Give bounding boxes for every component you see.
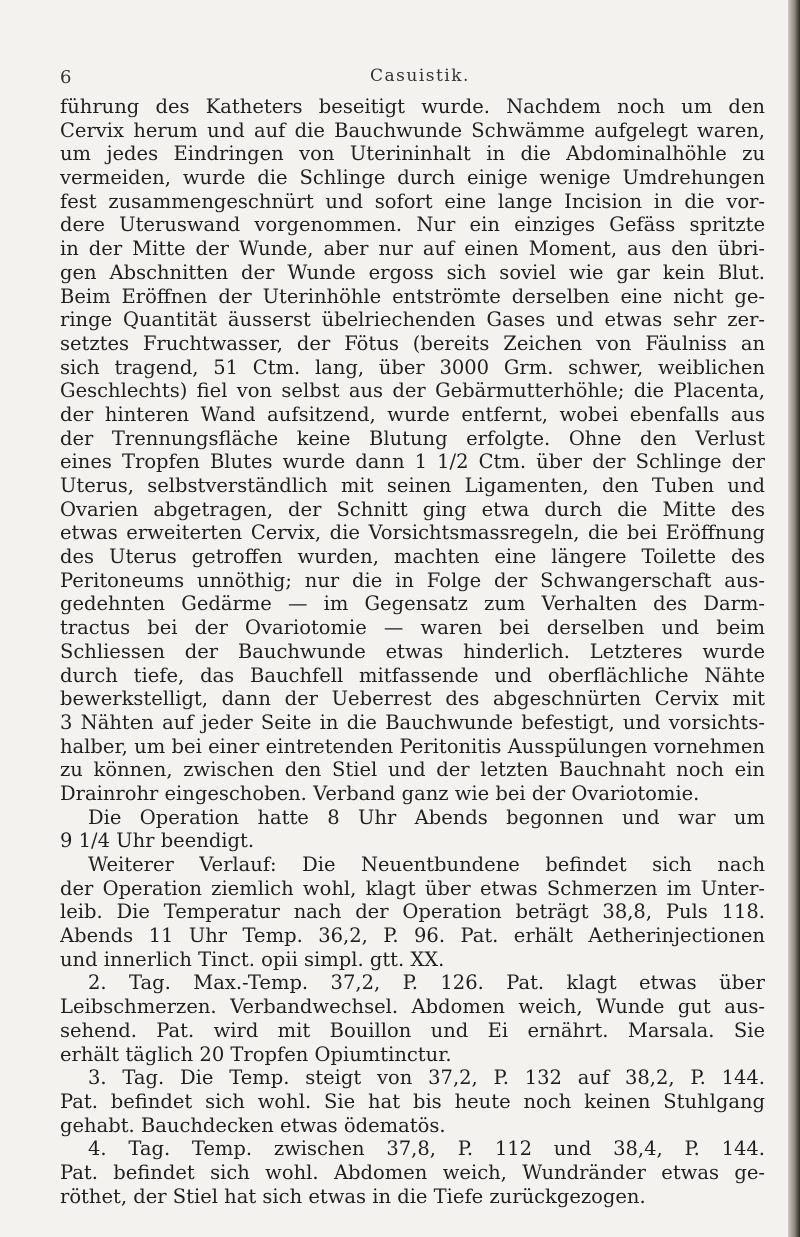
text-line: röthet, der Stiel hat sich etwas in die Tiefe zurückgezogen. [60,1184,646,1208]
text-line: halber, um bei einer eintretenden Peritonitis Ausspülungen vornehmen [60,734,765,758]
running-title: Casuistik. [370,66,470,86]
text-line: um jedes Eindringen von Uterininhalt in die Abdominalhöhle zu [60,142,765,166]
text-line: etwas erweiterten Cervix, die Vorsichtsmassregeln, die bei Eröffnung [60,521,765,545]
text-line: erhält täglich 20 Tropfen Opiumtinctur. [60,1042,452,1066]
text-line: Leibschmerzen. Verbandwechsel. Abdomen weich, Wunde gut aus- [60,995,765,1019]
text-line: Drainrohr eingeschoben. Verband ganz wie bei der Ovariotomie. [60,781,700,805]
text-line: sich tragend, 51 Ctm. lang, über 3000 Grm. schwer, weiblichen [60,355,765,379]
text-line: der Operation ziemlich wohl, klagt über etwas Schmerzen im Unter- [60,876,765,900]
text-line: der Trennungsfläche keine Blutung erfolgte. Ohne den Verlust [60,426,765,450]
text-line: des Uterus getroffen wurden, machten eine längere Toilette des [60,545,765,569]
text-line: 2. Tag. Max.-Temp. 37,2, P. 126. Pat. klagt etwas über [88,971,765,995]
binding-shadow [788,0,800,1237]
text-line: sehend. Pat. wird mit Bouillon und Ei ernährt. Marsala. Sie [60,1018,765,1042]
text-line: setztes Fruchtwasser, der Fötus (bereits Zeichen von Fäulniss an [60,331,765,355]
text-line: bewerkstelligt, dann der Ueberrest des abgeschnürten Cervix mit [60,687,765,711]
text-line: fest zusammengeschnürt und sofort eine lange Incision in die vor- [60,189,765,213]
text-line: ringe Quantität äusserst übelriechenden Gases und etwas sehr zer- [60,308,765,332]
page-number: 6 [60,67,72,88]
text-line: Pat. befindet sich wohl. Abdomen weich, Wundränder etwas ge- [60,1160,765,1184]
text-line: gen Abschnitten der Wunde ergoss sich soviel wie gar kein Blut. [60,260,765,284]
text-line: in der Mitte der Wunde, aber nur auf einen Moment, aus den übri- [60,237,765,261]
text-line: 9 1/4 Uhr beendigt. [60,829,255,853]
text-line: führung des Katheters beseitigt wurde. Nachdem noch um den [60,95,765,118]
text-line: 4. Tag. Temp. zwischen 37,8, P. 112 und 38,4, P. 144. [88,1137,765,1161]
body-text [60,95,765,1208]
text-line: Weiterer Verlauf: Die Neuentbundene befindet sich nach [88,853,765,876]
text-line: und innerlich Tinct. opii simpl. gtt. XX. [60,947,445,971]
text-line: dere Uteruswand vorgenommen. Nur ein einziges Gefäss spritzte [60,213,765,237]
text-line: Peritoneums unnöthig; nur die in Folge der Schwangerschaft aus- [60,568,765,592]
text-line: Beim Eröffnen der Uterinhöhle entströmte derselben eine nicht ge- [60,284,765,308]
text-line: Pat. befindet sich wohl. Sie hat bis heute noch keinen Stuhlgang [60,1089,765,1113]
text-line: Schliessen der Bauchwunde etwas hinderlich. Letzteres wurde [60,639,765,663]
text-line: 3 Nähten auf jeder Seite in die Bauchwunde befestigt, und vorsichts- [60,710,765,734]
running-head [0,0,788,90]
text-line: eines Tropfen Blutes wurde dann 1 1/2 Ctm. über der Schlinge der [60,450,765,474]
text-line: Abends 11 Uhr Temp. 36,2, P. 96. Pat. erhält Aetherinjectionen [60,924,765,948]
text-line: der hinteren Wand aufsitzend, wurde entfernt, wobei ebenfalls aus [60,402,765,426]
text-line: Ovarien abgetragen, der Schnitt ging etwa durch die Mitte des [60,497,765,521]
text-line: Die Operation hatte 8 Uhr Abends begonnen und war um [88,805,765,829]
text-line: Cervix herum und auf die Bauchwunde Schwämme aufgelegt waren, [60,118,765,142]
text-line: tractus bei der Ovariotomie — waren bei derselben und beim [60,616,765,640]
text-line: gedehnten Gedärme — im Gegensatz zum Verhalten des Darm- [60,592,765,616]
text-line: gehabt. Bauchdecken etwas ödematös. [60,1113,446,1137]
text-line: leib. Die Temperatur nach der Operation beträgt 38,8, Puls 118. [60,900,765,924]
text-line: Uterus, selbstverständlich mit seinen Ligamenten, den Tuben und [60,474,765,497]
text-line: Geschlechts) fiel von selbst aus der Gebärmutterhöhle; die Placenta, [60,379,765,403]
text-line: durch tiefe, das Bauchfell mitfassende und oberflächliche Nähte [60,663,765,687]
text-line: vermeiden, wurde die Schlinge durch einige wenige Umdrehungen [60,166,765,190]
text-line: zu können, zwischen den Stiel und der letzten Bauchnaht noch ein [60,758,765,782]
text-line: 3. Tag. Die Temp. steigt von 37,2, P. 132 auf 38,2, P. 144. [88,1066,765,1090]
